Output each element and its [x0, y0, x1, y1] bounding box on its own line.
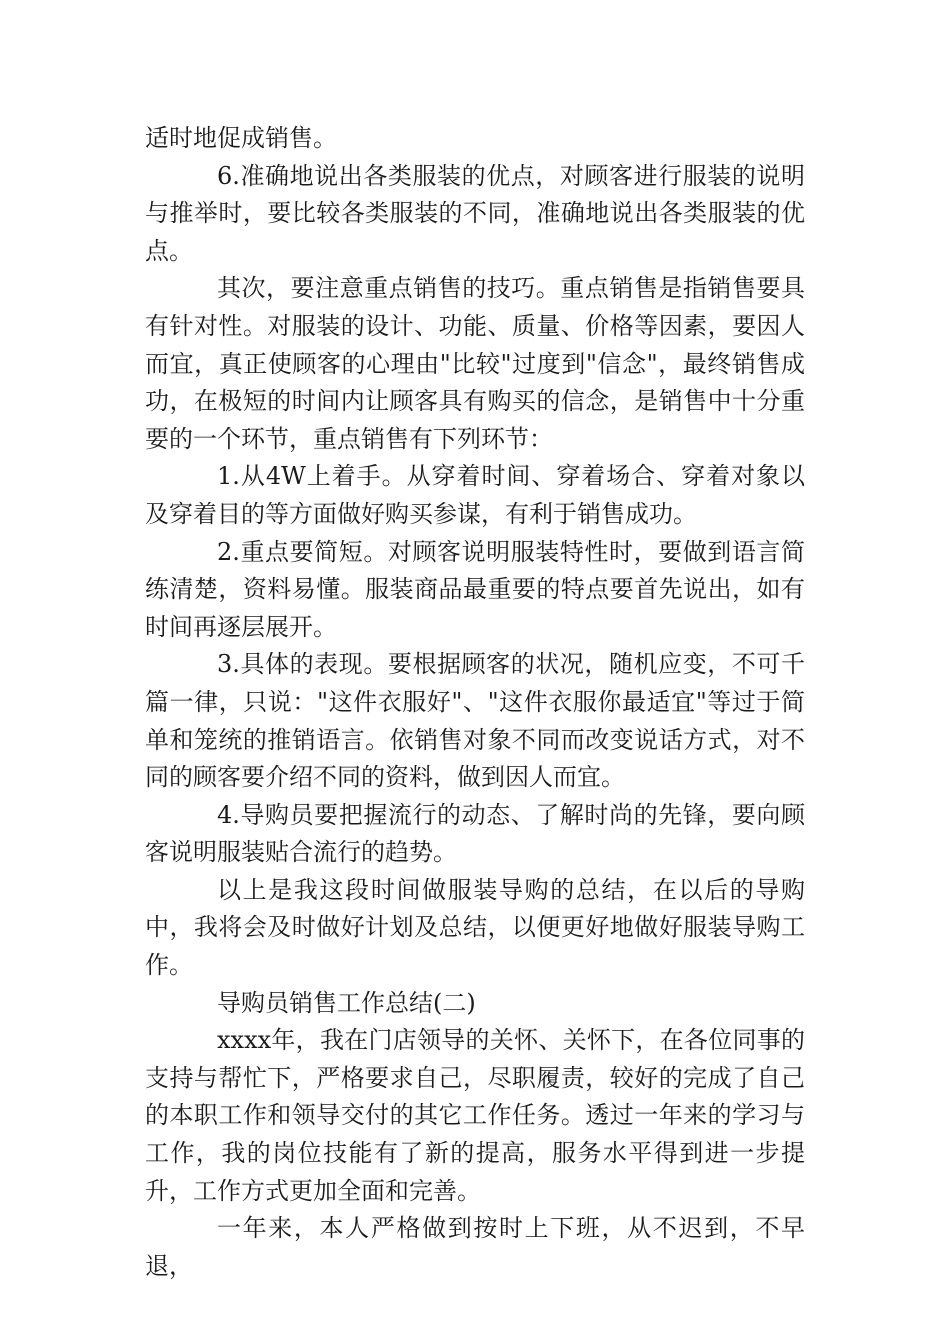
section-title: 导购员销售工作总结(二)	[217, 988, 476, 1017]
paragraph-5: 2.重点要简短。对顾客说明服装特性时，要做到语言简练清楚，资料易懂。服装商品最重要的特点要首先说出，如有时间再逐层展开。	[145, 537, 805, 641]
paragraph-3: 其次，要注意重点销售的技巧。重点销售是指销售要具有针对性。对服装的设计、功能、质量、价格等因素，要因人而宜，真正使顾客的心理由"比较"过度到"信念"，最终销售成功，在极短的时间内让顾客具有购买的信念，是销售中十分重要的一个环节，重点销售有下列环节：	[145, 274, 805, 453]
paragraph-7: 4.导购员要把握流行的动态、了解时尚的先锋，要向顾客说明服装贴合流行的趋势。	[145, 800, 805, 867]
paragraph-2: 6.准确地说出各类服装的优点，对顾客进行服装的说明与推举时，要比较各类服装的不同，准确地说出各类服装的优点。	[145, 161, 805, 265]
paragraph-1: 适时地促成销售。	[145, 124, 337, 152]
paragraph-8: 以上是我这段时间做服装导购的总结，在以后的导购中，我将会及时做好计划及总结，以便更好地做好服装导购工作。	[145, 875, 805, 980]
paragraph-9: xxxx年，我在门店领导的关怀、关怀下，在各位同事的支持与帮忙下，严格要求自己，尽职履责，较好的完成了自己的本职工作和领导交付的其它工作任务。透过一年来的学习与工作，我的岗位技能有了新的提高，服务水平得到进一步提升，工作方式更加全面和完善。	[145, 1026, 805, 1205]
paragraph-6: 3.具体的表现。要根据顾客的状况，随机应变，不可千篇一律，只说："这件衣服好"、"这件衣服你最适宜"等过于简单和笼统的推销语言。依销售对象不同而改变说话方式，对不同的顾客要介绍不同的资料，做到因人而宜。	[145, 650, 805, 792]
document-page	[145, 120, 805, 1285]
paragraph-4: 1.从4W上着手。从穿着时间、穿着场合、穿着对象以及穿着目的等方面做好购买参谋，有利于销售成功。	[145, 462, 805, 528]
paragraph-10: 一年来，本人严格做到按时上下班，从不迟到，不早退，	[145, 1214, 805, 1280]
